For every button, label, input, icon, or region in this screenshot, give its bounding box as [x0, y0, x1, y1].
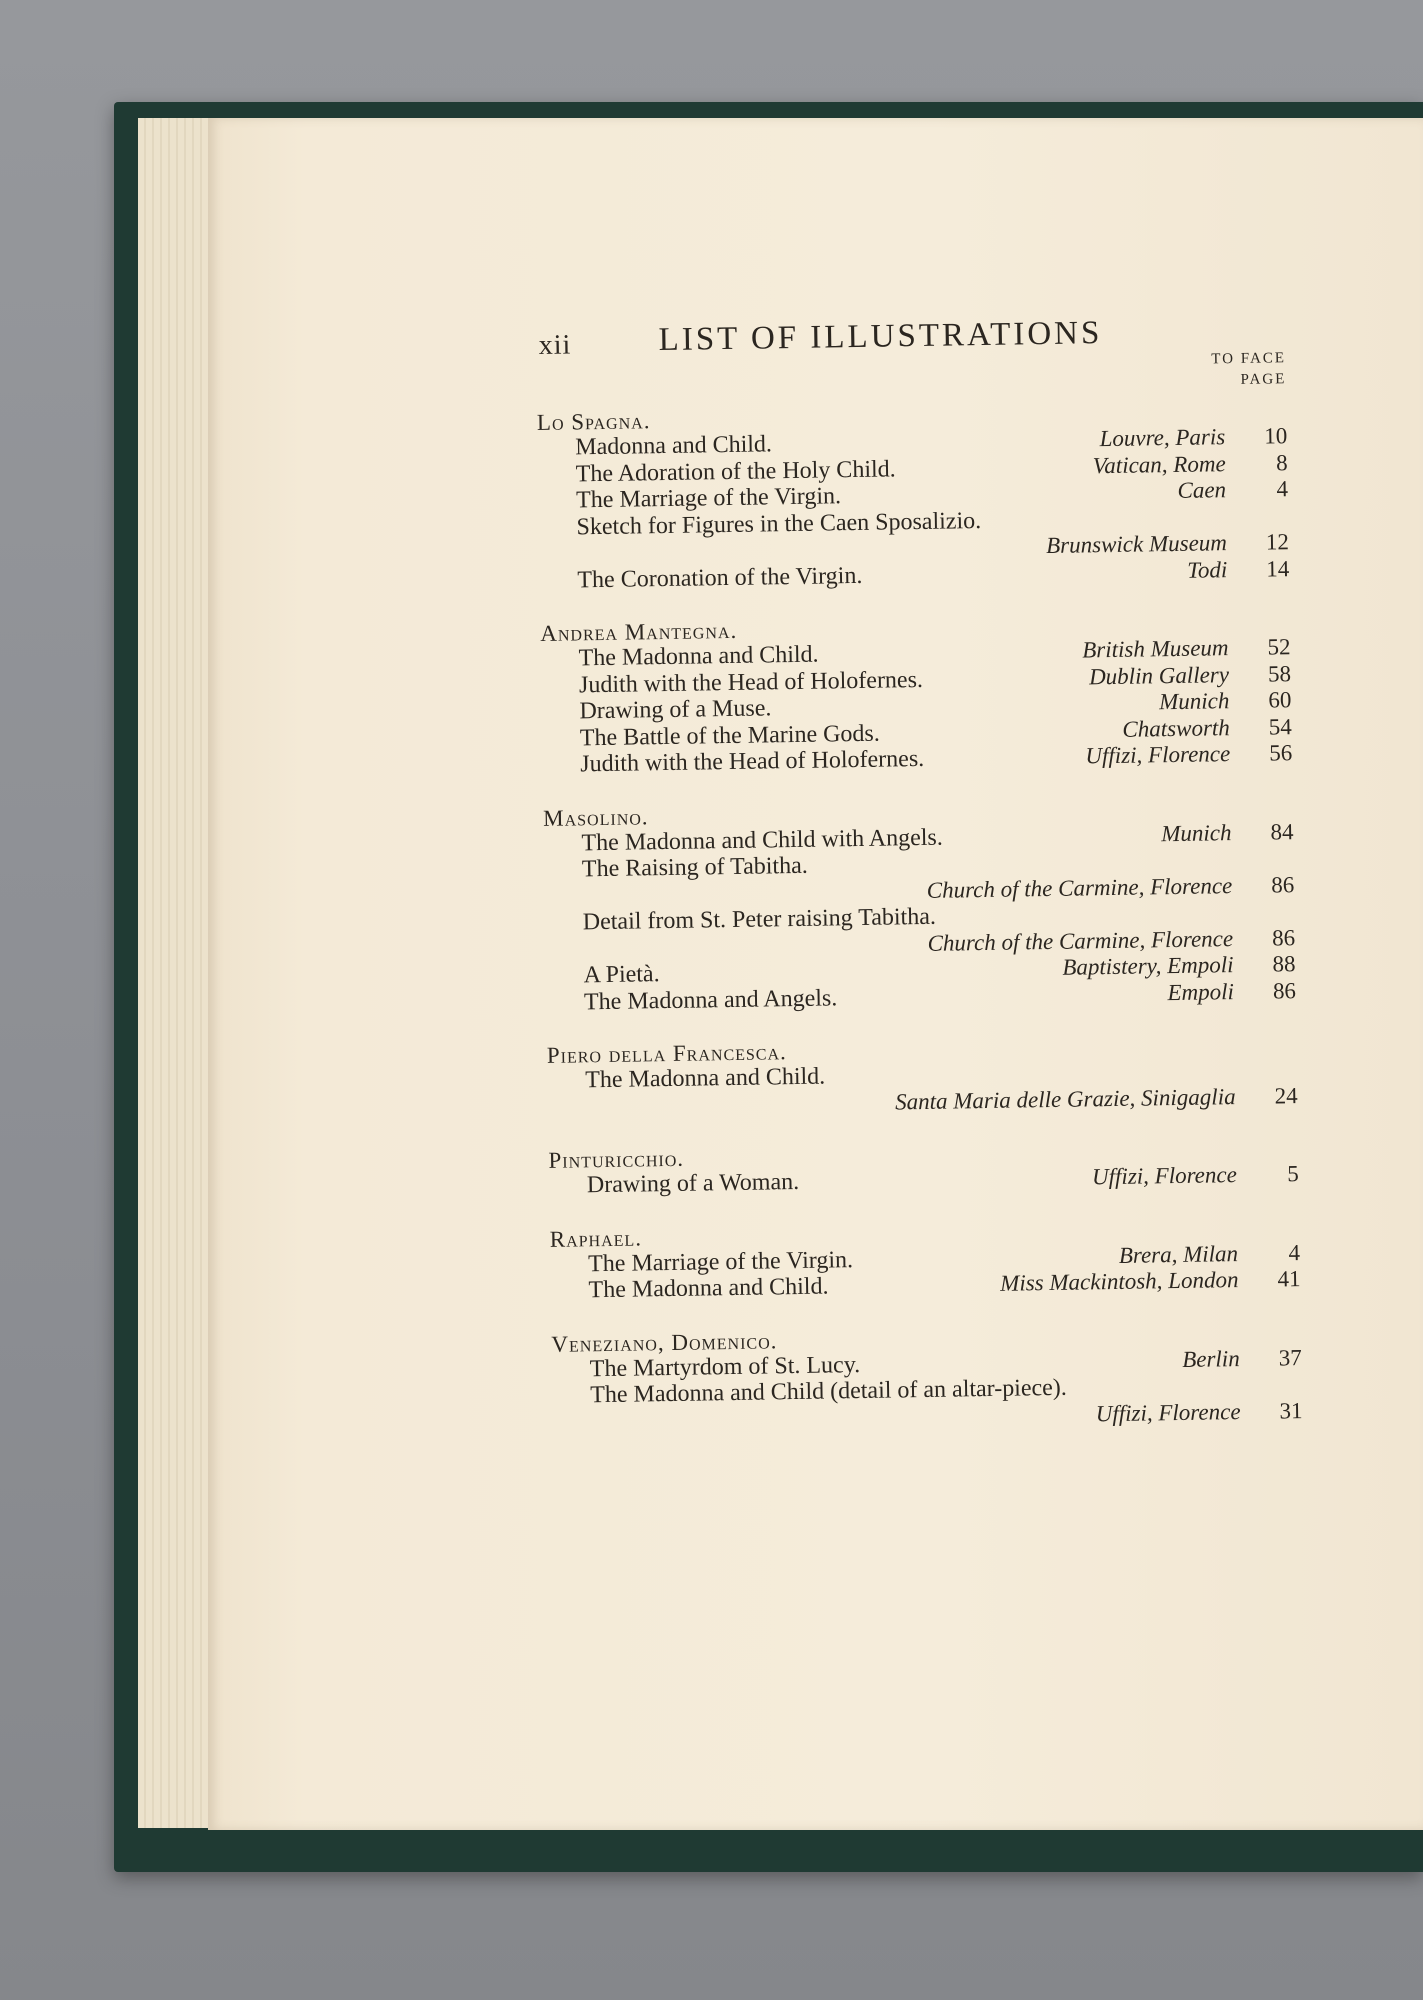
illustration-page-number: 14: [1266, 555, 1290, 582]
illustration-title: The Marriage of the Virgin.: [587, 1246, 854, 1277]
illustration-title: Madonna and Child.: [575, 431, 773, 461]
illustration-page-number: 37: [1278, 1344, 1302, 1370]
illustration-page-number: 31: [1279, 1397, 1303, 1423]
illustration-location-page: [1082, 634, 1291, 664]
illustration-location-page: [1099, 423, 1287, 452]
illustration-location-page: [1046, 529, 1289, 559]
artist-heading: Pinturicchio.: [548, 1145, 685, 1173]
illustration-location-page: [1177, 476, 1288, 504]
illustration-location-page: [1122, 714, 1292, 743]
page-title: LIST OF ILLUSTRATIONS: [658, 315, 1103, 359]
illustration-page-number: 58: [1267, 660, 1292, 687]
artist-heading: Andrea Mantegna.: [540, 617, 738, 646]
illustration-location-page: [1096, 1398, 1303, 1428]
illustration-location: Brera, Milan: [1118, 1240, 1239, 1268]
illustration-entry: [547, 1056, 1298, 1121]
artist-heading: Veneziano, Domenico.: [551, 1327, 778, 1357]
illustration-title: Drawing of a Woman.: [586, 1168, 800, 1199]
illustration-location: Dublin Gallery: [1088, 661, 1230, 689]
illustration-location: Chatsworth: [1122, 714, 1230, 742]
illustration-page-number: 54: [1268, 713, 1292, 740]
artist-heading: Piero della Francesca.: [546, 1039, 787, 1068]
illustration-location-page: [1092, 1161, 1299, 1191]
illustration-title: Sketch for Figures in the Caen Sposalizio.: [576, 507, 982, 540]
illustration-location-page: [1000, 1266, 1301, 1297]
illustration-location: Berlin: [1182, 1345, 1240, 1372]
illustration-title: Detail from St. Peter raising Tabitha.: [582, 903, 937, 936]
artist-heading: Masolino.: [542, 803, 649, 831]
illustration-page-number: 24: [1274, 1082, 1298, 1108]
illustration-location: British Museum: [1082, 635, 1229, 663]
illustration-page-number: 4: [1276, 476, 1289, 502]
illustration-title: The Battle of the Marine Gods.: [579, 720, 880, 751]
illustrations-list: [537, 398, 1303, 1436]
page-label: PAGE: [1240, 371, 1287, 388]
illustration-title: The Martyrdom of St. Lucy.: [589, 1351, 861, 1382]
illustration-location-page: [1161, 819, 1294, 848]
illustration-title: The Madonna and Child (detail of an altar-piece).: [590, 1374, 1068, 1409]
illustration-title: The Coronation of the Virgin.: [577, 562, 863, 593]
illustration-page-number: 4: [1288, 1239, 1301, 1265]
illustration-location: Uffizi, Florence: [1085, 741, 1231, 769]
artist-section: [551, 1320, 1303, 1436]
illustration-location-page: [1119, 1240, 1301, 1269]
illustration-location-page: [1062, 951, 1296, 981]
artist-section: [548, 1136, 1299, 1199]
artist-section: [547, 1031, 1298, 1121]
illustration-location: Vatican, Rome: [1092, 450, 1226, 478]
illustration-location-page: [1159, 687, 1292, 716]
page-header: [535, 288, 1287, 410]
page-edges: [138, 118, 218, 1828]
illustration-page-number: 88: [1272, 951, 1296, 977]
illustration-location: Church of the Carmine, Florence: [927, 925, 1234, 956]
illustration-page-number: 12: [1265, 529, 1290, 555]
illustration-location: Miss Mackintosh, London: [999, 1267, 1239, 1296]
illustration-location: Munich: [1158, 688, 1230, 715]
illustration-page-number: 8: [1275, 449, 1288, 475]
illustration-location: Empoli: [1167, 978, 1235, 1005]
illustration-title: The Madonna and Child.: [585, 1063, 826, 1094]
illustration-title: Judith with the Head of Holofernes.: [580, 745, 925, 778]
illustration-title: The Marriage of the Virgin.: [575, 483, 842, 514]
illustration-location: Uffizi, Florence: [1095, 1398, 1241, 1426]
illustration-page-number: 52: [1267, 634, 1291, 660]
illustration-location-page: [1093, 450, 1288, 480]
artist-heading: Lo Spagna.: [536, 408, 651, 435]
page-content: [535, 288, 1303, 1463]
illustration-location: Uffizi, Florence: [1091, 1162, 1238, 1190]
illustration-page-number: 84: [1270, 818, 1294, 845]
illustration-title: Judith with the Head of Holofernes.: [578, 666, 924, 698]
artist-section: [550, 1215, 1301, 1305]
illustration-location-page: [1085, 740, 1292, 770]
illustration-location-page: [895, 1083, 1298, 1116]
illustration-page-number: 86: [1271, 871, 1295, 898]
illustration-page-number: 60: [1268, 687, 1292, 713]
illustration-location: Brunswick Museum: [1045, 530, 1228, 559]
illustration-location: Santa Maria delle Grazie, Sinigaglia: [894, 1083, 1236, 1114]
artist-section: [540, 609, 1292, 778]
illustration-title: A Pietà.: [583, 961, 660, 989]
illustration-location: Todi: [1187, 556, 1228, 583]
artist-heading: Raphael.: [549, 1224, 643, 1252]
illustration-title: The Adoration of the Holy Child.: [575, 455, 896, 487]
illustration-title: Drawing of a Muse.: [579, 695, 772, 725]
illustration-entry: [552, 1371, 1303, 1436]
illustration-location: Louvre, Paris: [1099, 424, 1226, 452]
illustration-page-number: 86: [1272, 977, 1297, 1003]
illustration-location-page: [1089, 661, 1291, 691]
page-number: xii: [538, 329, 572, 361]
illustration-page-number: 41: [1277, 1266, 1301, 1292]
illustration-location: Baptistery, Empoli: [1062, 952, 1234, 980]
illustration-title: The Raising of Tabitha.: [581, 852, 808, 883]
illustration-title: The Madonna and Angels.: [583, 984, 838, 1015]
to-face-page-label: [1211, 348, 1286, 391]
illustration-page-number: 5: [1287, 1161, 1300, 1187]
artist-section: [543, 794, 1296, 1016]
to-face-label: TO FACE: [1211, 350, 1287, 368]
illustration-page-number: 56: [1269, 740, 1293, 766]
illustration-page-number: 10: [1264, 423, 1288, 449]
illustration-location: Munich: [1160, 819, 1232, 846]
illustration-title: The Madonna and Child with Angels.: [581, 824, 943, 856]
illustration-location-page: [1167, 978, 1296, 1007]
illustration-title: The Madonna and Child.: [578, 641, 819, 672]
illustration-location: Caen: [1177, 477, 1227, 503]
illustration-page-number: 86: [1271, 924, 1296, 950]
artist-section: [537, 398, 1290, 594]
illustration-title: The Madonna and Child.: [588, 1273, 829, 1304]
illustration-location-page: [1187, 556, 1289, 584]
illustration-location: Church of the Carmine, Florence: [926, 872, 1233, 903]
illustration-location-page: [1182, 1345, 1302, 1373]
